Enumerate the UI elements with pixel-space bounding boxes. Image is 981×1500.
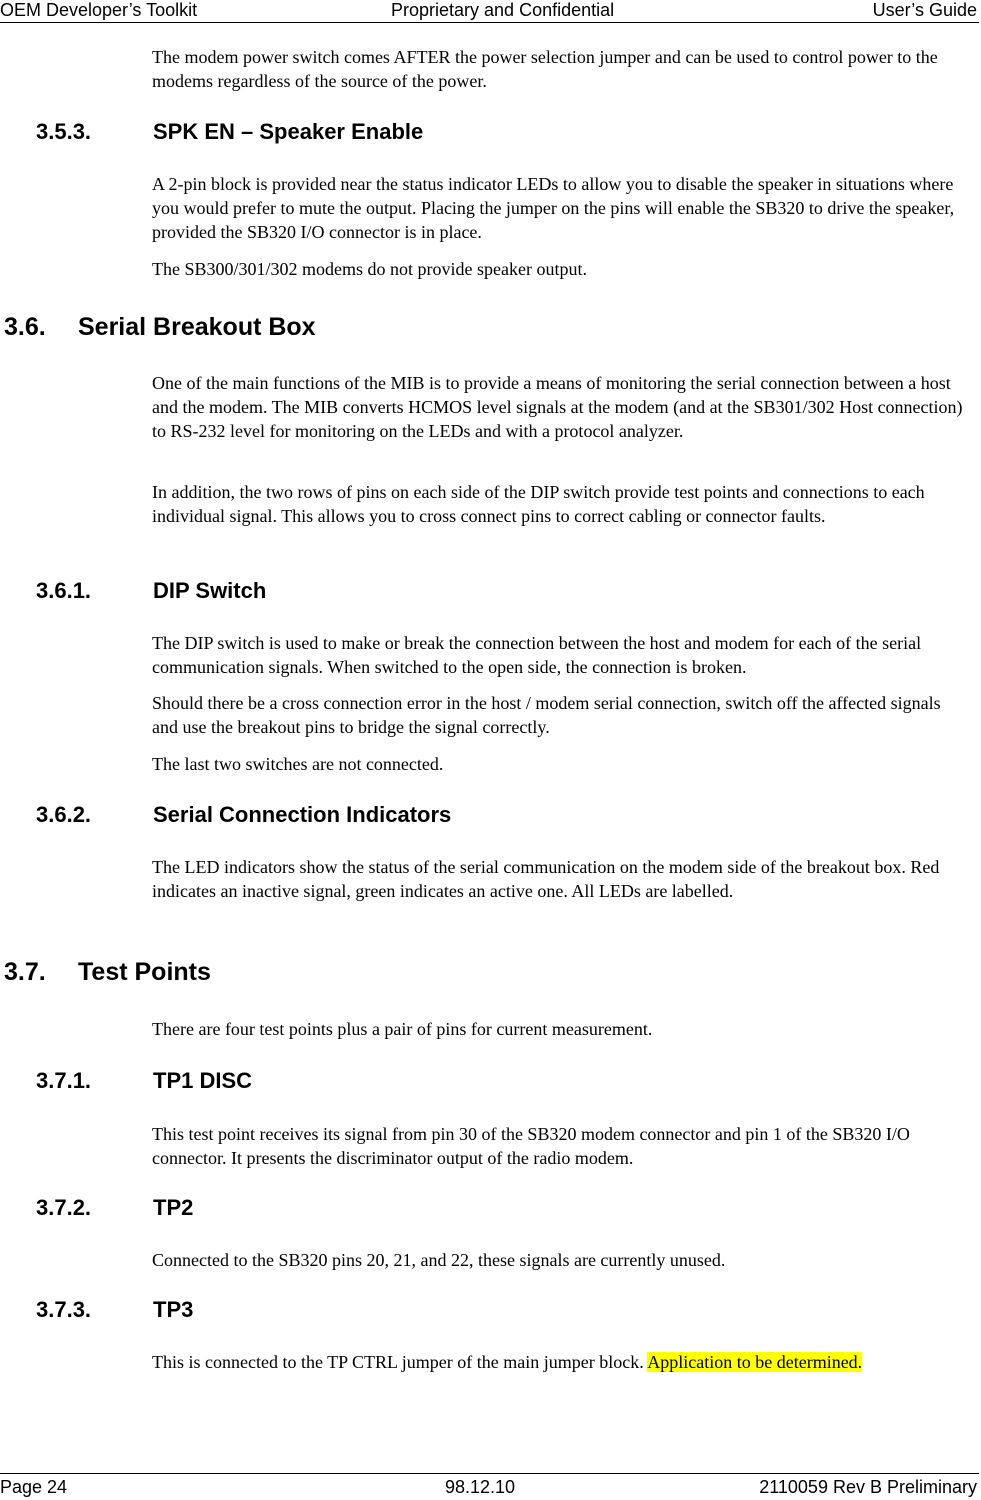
section-title: TP3	[153, 1297, 194, 1322]
tp3-text: This is connected to the TP CTRL jumper of the main jumper block.	[152, 1352, 648, 1372]
section-title: Test Points	[78, 958, 211, 986]
section-title: Serial Connection Indicators	[153, 802, 452, 827]
paragraph-speaker-enable: A 2-pin block is provided near the status indicator LEDs to allow you to disable the speaker in situations where you would prefer to mute the output. Placing the jumper on the pins will enable the SB320 to drive the speaker, provided the SB320 I/O connector is in place.	[152, 174, 955, 242]
paragraph-tp3	[152, 1350, 968, 1374]
section-title: Serial Breakout Box	[78, 313, 316, 341]
section-number: 3.7.1.	[36, 1068, 92, 1093]
section-title: TP2	[153, 1195, 194, 1220]
section-title: TP1 DISC	[153, 1068, 253, 1093]
footer-date: 98.12.10	[445, 1477, 516, 1497]
paragraph-tp1: This test point receives its signal from pin 30 of the SB320 modem connector and pin 1 of the SB320 I/O connector. It presents the discriminator output of the radio modem.	[152, 1124, 910, 1168]
paragraph-tp2: Connected to the SB320 pins 20, 21, and 22, these signals are currently unused.	[152, 1250, 726, 1270]
page-footer	[0, 1473, 979, 1500]
paragraph-intro: The modem power switch comes AFTER the power selection jumper and can be used to control power to the modems regardless of the source of the power.	[152, 47, 938, 91]
section-number: 3.6.1.	[36, 578, 92, 603]
header-left: OEM Developer’s Toolkit	[0, 0, 198, 20]
section-number: 3.7.3.	[36, 1297, 92, 1322]
page-header	[0, 0, 979, 23]
section-number: 3.7.	[4, 958, 46, 986]
paragraph-breakout-main: One of the main functions of the MIB is to provide a means of monitoring the serial connection between a host and the modem. The MIB converts HCMOS level signals at the modem (and at the SB301/302 Host connection) to RS-232 level for monitoring on the LEDs and with a protocol analyzer.	[152, 373, 963, 441]
section-title: DIP Switch	[153, 578, 267, 603]
footer-doc-id: 2110059 Rev B Preliminary	[759, 1477, 977, 1497]
paragraph-dip-cross: Should there be a cross connection error in the host / modem serial connection, switch off the affected signals and use the breakout pins to bridge the signal correctly.	[152, 693, 941, 737]
paragraph-dip-last: The last two switches are not connected.	[152, 754, 444, 774]
footer-page-number: Page 24	[0, 1477, 68, 1497]
highlighted-text: Application to be determined.	[647, 1352, 863, 1372]
paragraph-dip-switch: The DIP switch is used to make or break the connection between the host and modem for each of the serial communication signals. When switched to the open side, the connection is broken.	[152, 633, 922, 677]
paragraph-test-points: There are four test points plus a pair of pins for current measurement.	[152, 1019, 653, 1039]
section-number: 3.5.3.	[36, 119, 92, 144]
section-number: 3.6.	[4, 313, 46, 341]
header-center: Proprietary and Confidential	[391, 0, 615, 20]
paragraph-breakout-pins: In addition, the two rows of pins on each side of the DIP switch provide test points and connections to each individual signal. This allows you to cross connect pins to correct cabling or connector faults.	[152, 482, 925, 526]
section-number: 3.6.2.	[36, 802, 92, 827]
section-number: 3.7.2.	[36, 1195, 92, 1220]
section-title: SPK EN – Speaker Enable	[153, 119, 424, 144]
paragraph-speaker-note: The SB300/301/302 modems do not provide speaker output.	[152, 259, 587, 279]
paragraph-indicators: The LED indicators show the status of the serial communication on the modem side of the breakout box. Red indicates an inactive signal, green indicates an active one. All LEDs are labelled.	[152, 857, 940, 901]
header-right: User’s Guide	[872, 0, 977, 20]
